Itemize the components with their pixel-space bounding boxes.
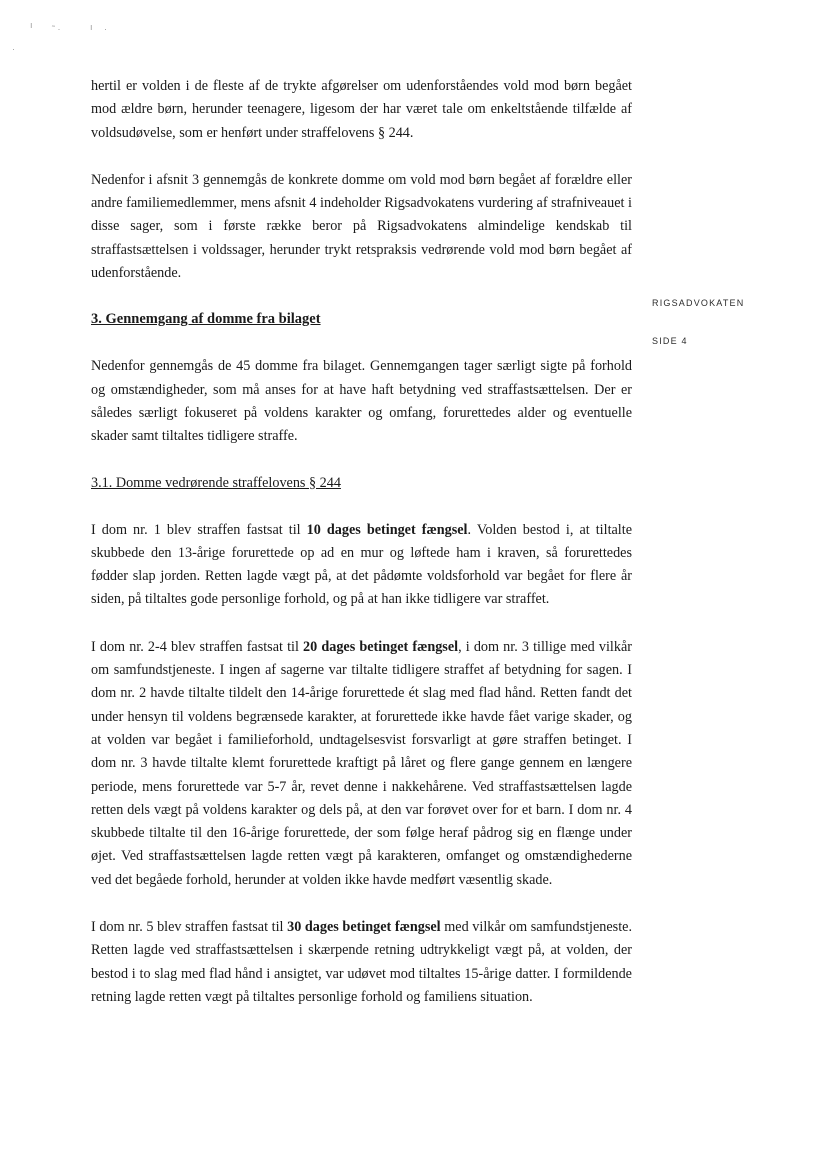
sidebar-organization: RIGSADVOKATEN (652, 298, 745, 308)
text-segment: , i dom nr. 3 tillige med vilkår om samfundstjeneste. I ingen af sagerne var tiltalte tidligere straffet af betydning for sagen. I dom nr. 2 havde tiltalte tildelt den 14-årige forurettede ét slag med flad hånd. Retten fandt det under hensyn til voldens begrænsede karakter, at forurettede ikke havde fået varige skader, og at volden var begået i familieforhold, undtagelsesvist forsvarligt at gøre straffen betinget. I dom nr. 3 havde tiltalte klemt forurettede kraftigt på låret og flere gange gennem en længere periode, mens forurettede var 5-7 år, revet denne i nakkehårene. Ved straffastsættelsen lagde retten dels vægt på voldens karakter og dels på, at den var forøvet over for et barn. I dom nr. 4 skubbede tiltalte til den 16-årige forurettede, der som følge heraf pådrog sig en flænge under øjet. Ved straffastsættelsen lagde retten vægt på karakteren, omfanget og omstændighederne ved det begåede forhold, herunder at volden ikke havde medført væsentlig skade. (91, 638, 632, 888)
sentence-highlight: 10 dages betinget fængsel (306, 521, 468, 538)
page-number-label: SIDE 4 (652, 336, 688, 346)
text-segment: med vilkår om samfundstjeneste. Retten lagde ved straffastsættelsen i skærpende retning udtrykkeligt vægt på, at volden, der bestod i to slag med flad hånd i ansigtet, var udøvet mod tiltaltes 15-årige datter. I formildende retning lagde retten vægt på tiltaltes personlige forhold og familiens situation. (91, 919, 632, 1005)
text-segment: I dom nr. 1 blev straffen fastsat til (91, 521, 307, 538)
paragraph-section-intro: Nedenfor gennemgås de 45 domme fra bilaget. Gennemgangen tager særligt sigte på forhold og omstændigheder, som må anses for at have haft betydning ved straffastsættelsen. Der er således særligt fokuseret på voldens karakter og omfang, forurettedes alder og eventuelle skader samt tiltaltes tidligere straffe. (91, 358, 632, 445)
paragraph-intro-continuation: hertil er volden i de fleste af de trykte afgørelser om udenforståendes vold mod børn begået mod ældre børn, herunder teenagere, ligesom der har været tale om enkeltstående tilfælde af voldsudøvelse, som er henført under straffelovens § 244. (91, 78, 632, 141)
scan-artifact: · (12, 44, 15, 54)
text-segment: I dom nr. 2-4 blev straffen fastsat til (91, 638, 304, 655)
section-heading: 3. Gennemgang af domme fra bilaget (91, 311, 321, 328)
document-body (91, 75, 632, 1033)
text-segment: I dom nr. 5 blev straffen fastsat til (91, 919, 288, 936)
paragraph-dom-2-4 (91, 636, 632, 892)
paragraph-overview: Nedenfor i afsnit 3 gennemgås de konkrete domme om vold mod børn begået af forældre eller andre familiemedlemmer, mens afsnit 4 indeholder Rigsadvokatens vurdering af strafniveauet i disse sager, som i første række beror på Rigsadvokatens almindelige kendskab til straffastsættelsen i voldssager, herunder trykt retspraksis vedrørende vold mod børn begået af udenforstående. (91, 171, 632, 282)
sentence-highlight: 20 dages betinget fængsel (303, 638, 459, 655)
scan-artifact: ˜ · (52, 24, 61, 34)
text-segment: . Volden bestod i, at tiltalte skubbede den 13-årige forurettede op ad en mur og løftede ham i kraven, så forurettedes fødder slap jorden. Retten lagde vægt på, at det pådømte voldsforhold var begået for flere år siden, på tiltaltes gode personlige forhold, og på at han ikke tidligere var straffet. (91, 521, 632, 608)
scan-artifact: ı (30, 20, 33, 30)
scan-artifact: · (104, 24, 107, 34)
scan-artifact: ı (90, 22, 93, 32)
subsection-heading: 3.1. Domme vedrørende straffelovens § 244 (91, 474, 341, 491)
sentence-highlight: 30 dages betinget fængsel (287, 919, 441, 936)
paragraph-dom-5 (91, 916, 632, 1009)
paragraph-dom-1 (91, 519, 632, 612)
